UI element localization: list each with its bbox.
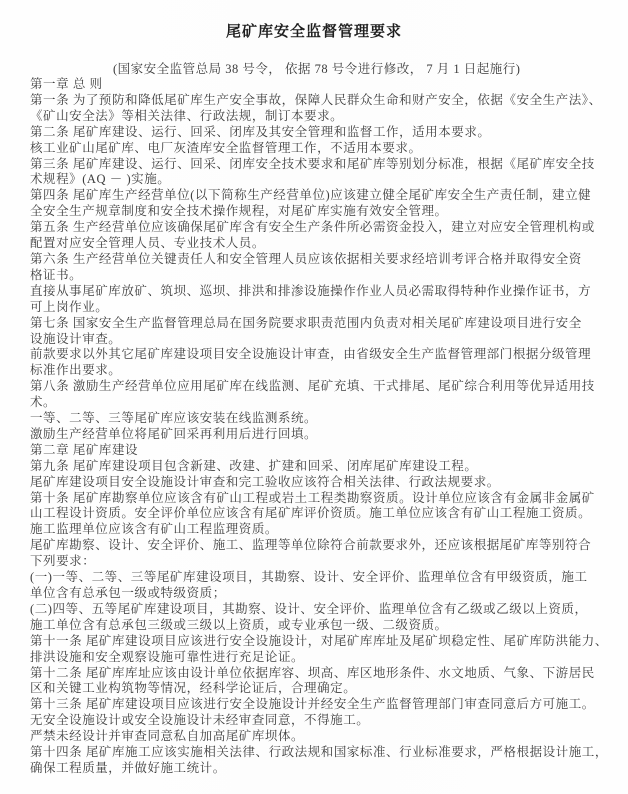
text-line: 第九条 尾矿库建设项目包含新建、改建、扩建和回采、闭库尾矿库建设工程。	[30, 458, 478, 473]
text-line: 山工程设计资质。安全评价单位应该含有尾矿库评价资质。施工单位应该含有矿山工程施工资质。	[30, 506, 592, 521]
text-line: 第八条 激励生产经营单位应用尾矿库在线监测、尾矿充填、干式排尾、尾矿综合利用等优异适用技	[30, 379, 595, 394]
text-line: 第一条 为了预防和降低尾矿库生产安全事故，保障人民群众生命和财产安全，依据《安全生产法》、	[30, 92, 602, 107]
text-line: 区和关键工业构筑物等情况，经科学论证后，合理确定。	[30, 681, 357, 696]
text-line: 一等、二等、三等尾矿库应该安装在线监测系统。	[30, 411, 318, 426]
text-line: (一)一等、二等、三等尾矿库建设项目，其勘察、设计、安全评价、监理单位含有甲级资质，施工	[30, 570, 588, 585]
text-line: 严禁未经设计并审查同意私自加高尾矿库坝体。	[30, 729, 305, 744]
text-line: 第四条 尾矿库生产经营单位(以下简称生产经营单位)应该建立健全尾矿库安全生产责任制，建立健	[30, 188, 592, 203]
text-line: 格证书。	[30, 267, 83, 282]
text-line: 第三条 尾矿库建设、运行、回采、闭库安全技术要求和尾矿库等别划分标准，根据《尾矿库安全技	[30, 156, 595, 171]
text-line: 配置对应安全管理人员、专业技术人员。	[30, 236, 265, 251]
document-title: 尾矿库安全监督管理要求	[225, 24, 402, 40]
text-line: 可上岗作业。	[30, 299, 109, 314]
text-line: 前款要求以外其它尾矿库建设项目安全设施设计审查，由省级安全生产监督管理部门根据分级管理	[30, 347, 592, 362]
text-line: 术。	[30, 395, 57, 410]
text-line: 第十一条 尾矿库建设项目应该进行安全设施设计，对尾矿库库址及尾矿坝稳定性、尾矿库防洪能力、	[30, 633, 608, 648]
text-line: 第十二条 尾矿库库址应该由设计单位依据库容、坝高、库区地形条件、水文地质、气象、下游居民	[30, 665, 595, 680]
text-line: 施工单位含有总承包三级或三级以上资质，或专业承包一级、二级资质。	[30, 617, 448, 632]
text-line: 排洪设施和安全观察设施可靠性进行充足论证。	[30, 649, 305, 664]
text-line: 设施设计审查。	[30, 331, 122, 346]
text-line: 第六条 生产经营单位关键责任人和安全管理人员应该依据相关要求经培训考评合格并取得安全资	[30, 251, 582, 266]
text-line: 尾矿库勘察、设计、安全评价、施工、监理等单位除符合前款要求外，还应该根据尾矿库等别符合	[30, 538, 592, 553]
text-line: 无安全设施设计或安全设施设计未经审查同意，不得施工。	[30, 713, 370, 728]
text-line: 下列要求：	[30, 554, 96, 569]
text-line: 直接从事尾矿库放矿、筑坝、巡坝、排洪和排渗设施操作作业人员必需取得特种作业操作证书，方	[30, 283, 592, 298]
text-line: 第十四条 尾矿库施工应该实施相关法律、行政法规和国家标准、行业标准要求，严格根据设计施工，	[30, 745, 608, 760]
text-line: 确保工程质量，并做好施工统计。	[30, 760, 226, 775]
text-line: 第一章 总 则	[30, 77, 103, 91]
text-line: 《矿山安全法》等相关法律、行政法规，制订本要求。	[30, 108, 344, 123]
text-line: 第二条 尾矿库建设、运行、回采、闭库及其安全管理和监督工作，适用本要求。	[30, 124, 491, 139]
text-line: 全安全生产规章制度和安全技术操作规程，对尾矿库实施有效安全管理。	[30, 204, 448, 219]
text-line: 第十条 尾矿库勘察单位应该含有矿山工程或岩土工程类勘察资质。设计单位应该含有金属非金属矿	[30, 490, 595, 505]
text-line: 尾矿库建设项目安全设施设计审查和完工验收应该符合相关法律、行政法规要求。	[30, 474, 500, 489]
text-line: 激励生产经营单位将尾矿回采再利用后进行回填。	[30, 426, 318, 441]
text-line: 第二章 尾矿库建设	[30, 442, 139, 457]
text-line: 第五条 生产经营单位应该确保尾矿库含有安全生产条件所必需资金投入，建立对应安全管理机构或	[30, 220, 595, 235]
text-line: 术规程》(AQ － )实施。	[30, 172, 171, 187]
text-line: 单位含有总承包一级或特级资质；	[30, 586, 226, 600]
text-line: 第十三条 尾矿库建设项目应该进行安全设施设计并经安全生产监督管理部门审查同意后方可施工。	[30, 697, 595, 712]
text-line: (二)四等、五等尾矿库建设项目，其勘察、设计、安全评价、监理单位含有乙级或乙级以上资质，	[30, 601, 588, 616]
text-line: 标准作出要求。	[30, 363, 122, 378]
text-line: 施工监理单位应该含有矿山工程监理资质。	[30, 522, 278, 537]
text-line: 第七条 国家安全生产监督管理总局在国务院要求职责范围内负责对相关尾矿库建设项目进行安全	[30, 315, 582, 330]
document-body	[0, 77, 628, 777]
document-subtitle: (国家安全监管总局 38 号令， 依据 78 号令进行修改， 7 月 1 日起施行)	[113, 62, 521, 76]
text-line: 核工业矿山尾矿库、电厂灰渣库安全监督管理工作，不适用本要求。	[30, 140, 422, 155]
